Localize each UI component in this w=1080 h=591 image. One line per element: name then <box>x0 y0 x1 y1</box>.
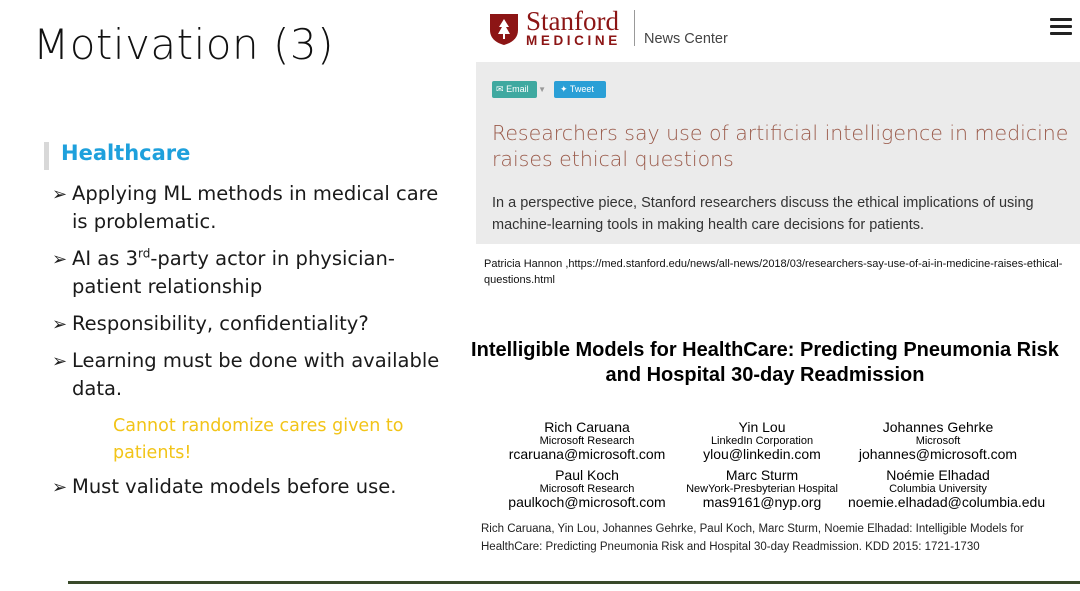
stanford-news-header <box>476 0 1080 62</box>
bullet-text-pre: AI as 3 <box>72 247 139 270</box>
slide-title: Motivation (3) <box>33 20 334 69</box>
bullet-text: Learning must be done with available data. <box>72 349 440 400</box>
author-block <box>497 420 677 462</box>
arrow-right-icon: ➢ <box>52 477 68 498</box>
author-name: Johannes Gehrke <box>882 419 994 435</box>
stanford-wordmark: Stanford <box>526 6 619 36</box>
paper-citation: Rich Caruana, Yin Lou, Johannes Gehrke, Paul Koch, Marc Sturm, Noemie Elhadad: Intelligible Models for HealthCare: Predicting Pneumonia Risk and Hospital 30-day Readmission. KDD 2015: 1721-1730 <box>481 523 1024 553</box>
bullet-item <box>52 180 452 236</box>
chevron-down-icon: ▼ <box>538 85 546 94</box>
article-dek: In a perspective piece, Stanford researchers discuss the ethical implications of using machine-learning tools in making health care decisions for patients. <box>492 195 1034 233</box>
bullet-text: Responsibility, confidentiality? <box>72 312 369 335</box>
sub-note: Cannot randomize cares given to patients! <box>113 416 404 463</box>
tweet-share-label: Tweet <box>569 84 594 94</box>
hamburger-menu-icon[interactable] <box>1050 18 1072 36</box>
bullet-item <box>52 310 452 338</box>
author-affiliation: Microsoft <box>915 435 961 447</box>
author-affiliation: Columbia University <box>889 483 987 495</box>
tweet-share-button[interactable] <box>554 81 606 98</box>
arrow-right-icon: ➢ <box>52 314 68 335</box>
bullet-item <box>52 245 452 301</box>
footer-rule <box>68 581 1080 584</box>
article-summary-box <box>476 62 1080 244</box>
article-headline[interactable]: Researchers say use of artificial intelligence in medicine raises ethical questions <box>492 121 1069 171</box>
bullet-list-final <box>52 473 452 501</box>
author-affiliation: LinkedIn Corporation <box>710 435 814 447</box>
arrow-right-icon: ➢ <box>52 184 68 205</box>
section-marker <box>44 142 49 170</box>
bullet-list <box>52 180 452 412</box>
author-affiliation: NewYork-Presbyterian Hospital <box>686 483 838 495</box>
mail-icon: ✉ <box>496 84 504 94</box>
paper-title: Intelligible Models for HealthCare: Predicting Pneumonia Risk and Hospital 30-day Readmission <box>471 339 1059 386</box>
author-email: noemie.elhadad@columbia.edu <box>848 494 1046 510</box>
author-email: johannes@microsoft.com <box>858 446 1018 462</box>
email-share-label: Email <box>506 84 529 94</box>
bullet-text: Applying ML methods in medical care is problematic. <box>72 182 439 233</box>
header-divider <box>634 10 635 46</box>
author-affiliation: Microsoft Research <box>539 483 635 495</box>
author-email: paulkoch@microsoft.com <box>508 494 666 510</box>
author-email: rcaruana@microsoft.com <box>508 446 666 462</box>
bullet-text: Must validate models before use. <box>72 475 397 498</box>
author-block <box>848 467 1046 510</box>
author-email: mas9161@nyp.org <box>702 494 822 510</box>
arrow-right-icon: ➢ <box>52 249 68 270</box>
author-block <box>497 468 677 510</box>
author-block <box>672 468 852 510</box>
section-heading: Healthcare <box>61 141 191 165</box>
author-block <box>848 420 1028 462</box>
author-name: Marc Sturm <box>725 467 799 483</box>
author-name: Rich Caruana <box>544 419 630 435</box>
author-name: Noémie Elhadad <box>886 467 990 483</box>
medicine-wordmark: MEDICINE <box>526 33 621 48</box>
author-name: Yin Lou <box>738 419 786 435</box>
news-center-label[interactable]: News Center <box>644 31 728 47</box>
bullet-text-post: -party actor in physician-patient relationship <box>72 247 395 298</box>
bullet-item <box>52 473 452 501</box>
stanford-tree-shield-icon <box>488 12 520 46</box>
author-name: Paul Koch <box>555 467 619 483</box>
author-affiliation: Microsoft Research <box>539 435 635 447</box>
bullet-text-sup: rd <box>138 246 151 261</box>
author-block <box>672 420 852 462</box>
author-email: ylou@linkedin.com <box>703 446 821 462</box>
bird-icon: ✦ <box>560 84 568 94</box>
email-share-button[interactable] <box>492 81 546 98</box>
news-citation: Patricia Hannon ,https://med.stanford.edu/news/all-news/2018/03/researchers-say-use-of-ai-in-medicine-raises-ethical-questions.html <box>484 258 1063 286</box>
arrow-right-icon: ➢ <box>52 351 68 372</box>
bullet-item <box>52 347 452 403</box>
